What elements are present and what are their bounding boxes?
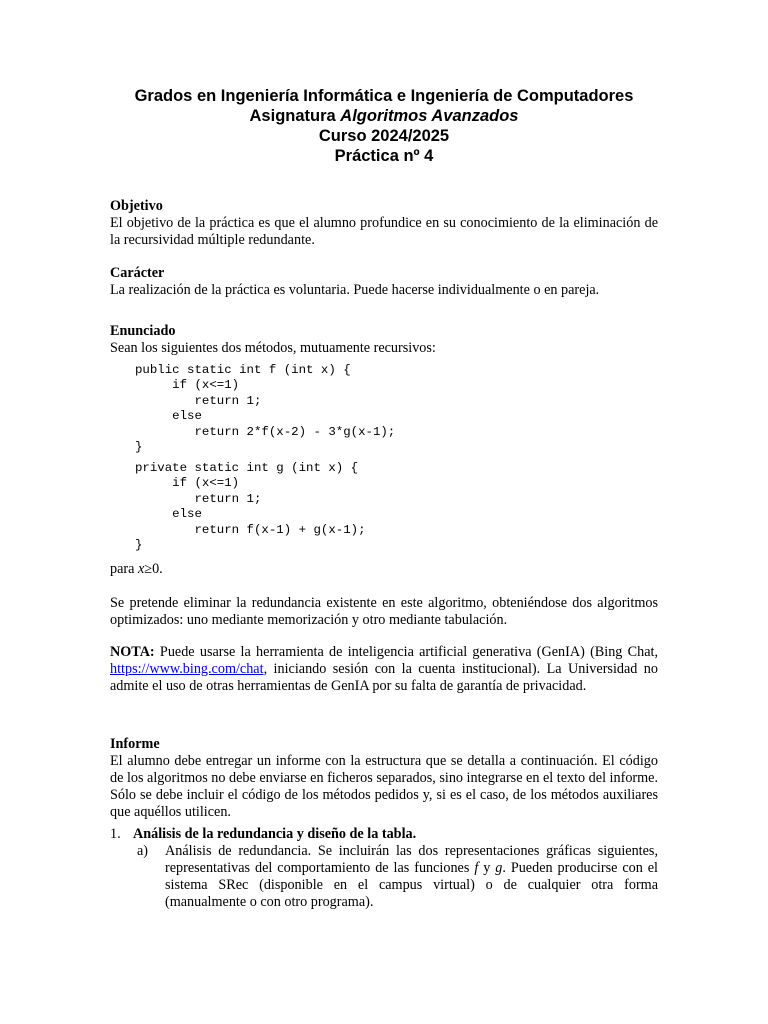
function-g: g bbox=[495, 860, 503, 876]
domain-variable: x bbox=[137, 561, 145, 577]
practice-number: Práctica nº 4 bbox=[334, 147, 434, 165]
course-prefix: Asignatura bbox=[249, 107, 341, 125]
objetivo-heading: Objetivo bbox=[110, 198, 163, 214]
enunciado-heading: Enunciado bbox=[110, 323, 176, 339]
objetivo-text: El objetivo de la práctica es que el alumno profundice en su conocimiento de la eliminación de la recursividad múltiple redundante. bbox=[110, 215, 658, 248]
caracter-text: La realización de la práctica es voluntaria. Puede hacerse individualmente o en pareja. bbox=[110, 282, 600, 298]
domain-suffix: ≥0. bbox=[144, 561, 163, 577]
informe-text: El alumno debe entregar un informe con la estructura que se detalla a continuación. El código de los algoritmos no debe enviarse en ficheros separados, sino integrarse en el texto del informe. Sólo se debe incluir el código de los métodos pedidos y, si es el caso, de los métodos auxiliares que aquéllos utilicen. bbox=[110, 753, 659, 820]
course-name: Algoritmos Avanzados bbox=[340, 107, 519, 125]
document-header bbox=[0, 86, 768, 166]
degree-title: Grados en Ingeniería Informática e Ingeniería de Computadores bbox=[134, 87, 634, 105]
section-informe bbox=[110, 736, 658, 821]
domain-prefix: para bbox=[110, 561, 138, 577]
conjunction-y: y bbox=[478, 860, 496, 876]
list-item-1-title: Análisis de la redundancia y diseño de la tabla. bbox=[133, 826, 417, 842]
enunciado-intro: Sean los siguientes dos métodos, mutuamente recursivos: bbox=[110, 340, 436, 356]
list-item-1-number: 1. bbox=[110, 826, 121, 842]
section-objetivo bbox=[110, 198, 658, 249]
section-caracter bbox=[110, 265, 658, 299]
nota-text-end: , iniciando sesión con la cuenta institucional). La Universidad no admite el uso de otras herramientas de GenIA por su falta de garantía de privacidad. bbox=[110, 661, 658, 694]
sub-item-a-label: a) bbox=[137, 843, 149, 859]
caracter-heading: Carácter bbox=[110, 265, 165, 281]
list-item-1 bbox=[110, 826, 417, 843]
nota-text-start: Puede usarse la herramienta de inteligencia artificial generativa (GenIA) (Bing Chat, bbox=[154, 644, 658, 660]
academic-year: Curso 2024/2025 bbox=[318, 127, 450, 145]
redundancy-paragraph: Se pretende eliminar la redundancia existente en este algoritmo, obteniéndose dos algoritmos optimizados: uno mediante memorización y otro mediante tabulación. bbox=[110, 595, 658, 628]
sub-a-text-start: Análisis de redundancia. Se incluirán las dos representaciones gráficas siguientes, representativas del comportamiento de las funciones bbox=[165, 843, 658, 876]
course-title bbox=[0, 106, 768, 126]
informe-heading: Informe bbox=[110, 736, 160, 752]
section-enunciado bbox=[110, 323, 658, 357]
nota-label: NOTA: bbox=[110, 644, 155, 660]
sub-a-text-end: . Pueden producirse con el sistema SRec (disponible en el campus virtual) o de cualquier otra forma (manualmente o con otro programa). bbox=[165, 860, 659, 910]
bing-chat-link[interactable]: https://www.bing.com/chat bbox=[110, 661, 264, 677]
domain-line bbox=[110, 561, 658, 578]
code-block-g: private static int g (int x) { if (x<=1) return 1; else return f(x-1) + g(x-1); } bbox=[135, 461, 366, 553]
code-block-f: public static int f (int x) { if (x<=1) return 1; else return 2*f(x-2) - 3*g(x-1); } bbox=[135, 363, 396, 455]
nota-paragraph bbox=[110, 644, 658, 695]
sub-item-a-text bbox=[165, 843, 658, 911]
function-f: f bbox=[474, 860, 479, 876]
